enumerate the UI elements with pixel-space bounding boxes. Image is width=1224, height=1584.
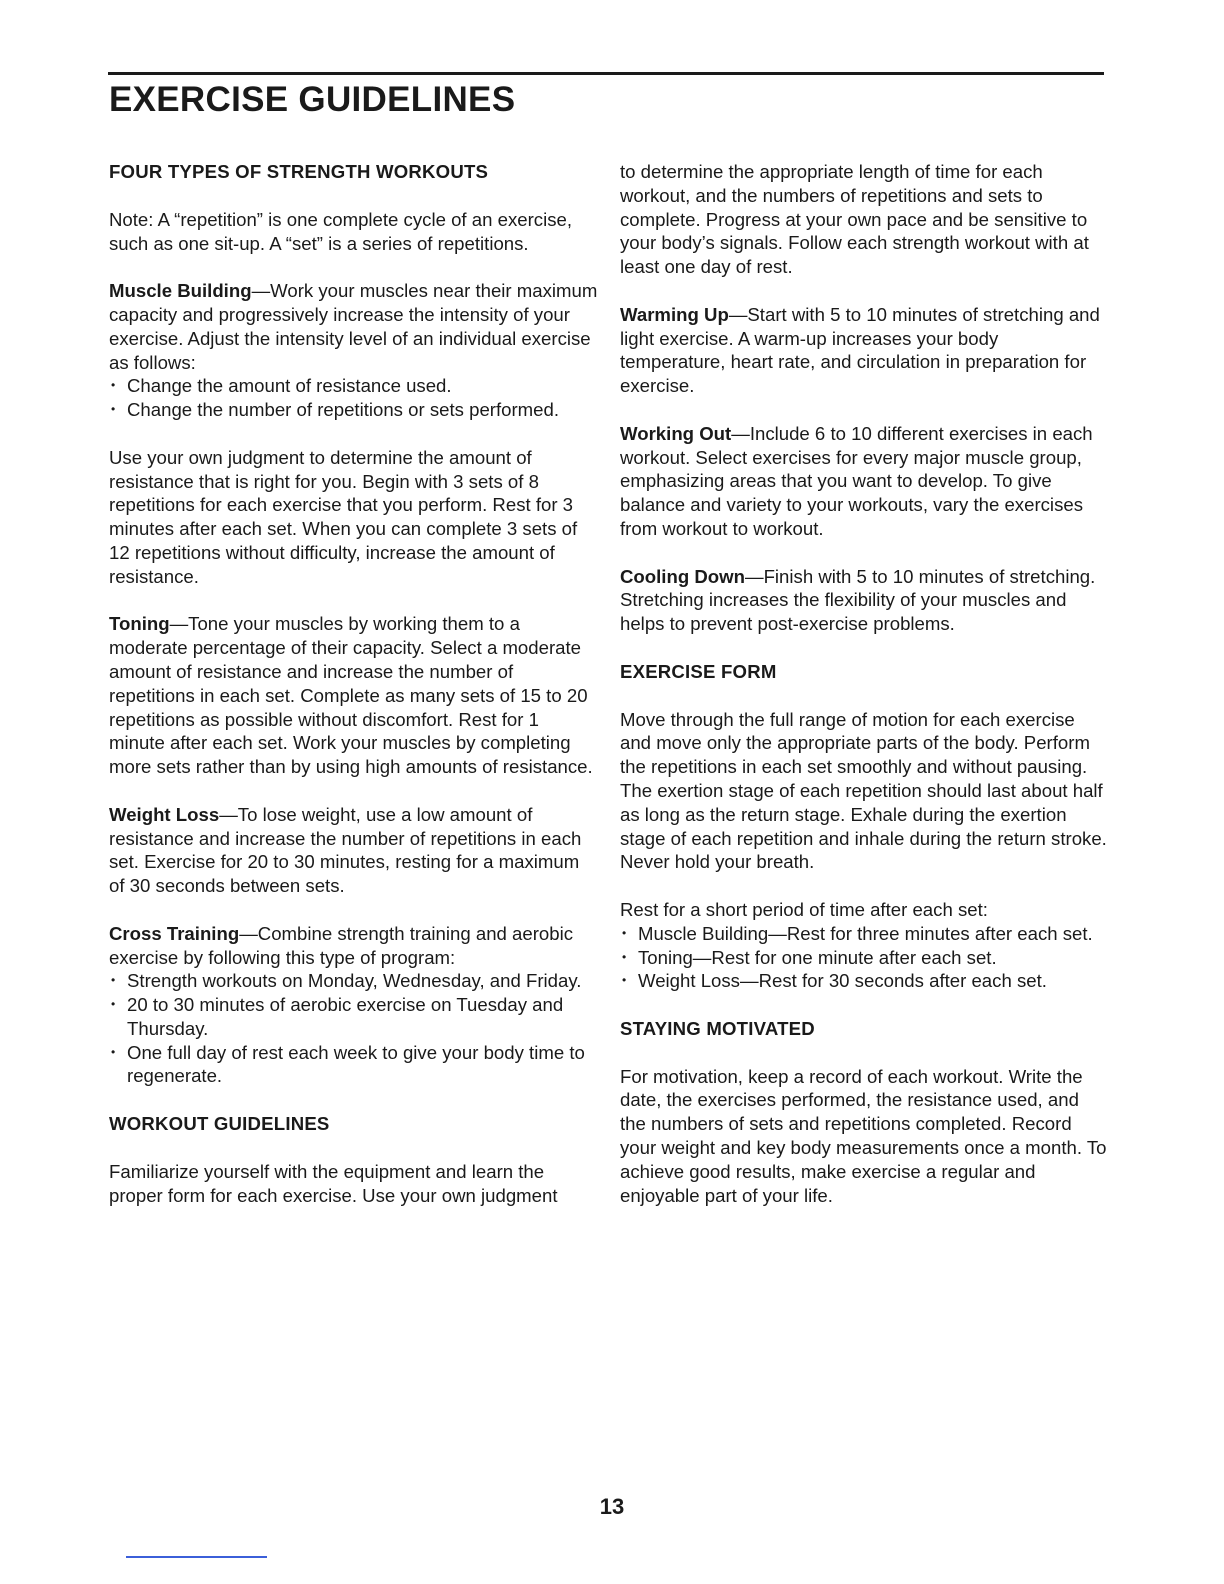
list-item: • Change the amount of resistance used. xyxy=(109,374,599,398)
staying-motivated-text: For motivation, keep a record of each workout. Write the date, the exercises performed, the resistance used, and the numbers of sets and repetitions completed. Record your weight and key body measurements once a month. To achieve good results, make exercise a regular and enjoyable part of your life. xyxy=(620,1065,1107,1206)
warming-up-term: Warming Up xyxy=(620,303,729,325)
rest-intro: Rest for a short period of time after each set: xyxy=(620,898,988,920)
list-item: • Strength workouts on Monday, Wednesday, and Friday. xyxy=(109,969,599,993)
list-item: • One full day of rest each week to give your body time to regenerate. xyxy=(109,1041,599,1089)
toning-text: —Tone your muscles by working them to a moderate percentage of their capacity. Select a moderate amount of resistance and increase the number of repetitions in each set. Complete as many sets of 15 to 20 repetitions as possible without discomfort. Rest for 1 minute after each set. Work your muscles by completing more sets rather than by using high amounts of resistance. xyxy=(109,613,593,778)
cross-training-paragraph xyxy=(109,922,599,970)
right-column xyxy=(620,160,1108,1231)
weight-loss-term: Weight Loss xyxy=(109,803,220,825)
muscle-building-list xyxy=(109,374,599,422)
working-out-paragraph xyxy=(620,422,1108,541)
workout-guidelines-text: Familiarize yourself with the equipment and learn the proper form for each exercise. Use your own judgment xyxy=(109,1160,558,1206)
page-title: EXERCISE GUIDELINES xyxy=(109,80,516,119)
list-item: • Muscle Building—Rest for three minutes after each set. xyxy=(620,922,1108,946)
weight-loss-paragraph xyxy=(109,803,599,898)
muscle-building-paragraph xyxy=(109,279,599,374)
cooling-down-text: —Finish with 5 to 10 minutes of stretching. Stretching increases the flexibility of your muscles and helps to prevent post-exercise problems. xyxy=(620,565,1096,635)
list-item: • Change the number of repetitions or sets performed. xyxy=(109,398,599,422)
cooling-down-term: Cooling Down xyxy=(620,565,745,587)
list-item: • Weight Loss—Rest for 30 seconds after each set. xyxy=(620,969,1108,993)
four-types-heading: FOUR TYPES OF STRENGTH WORKOUTS xyxy=(109,161,489,182)
list-item: • 20 to 30 minutes of aerobic exercise on Tuesday and Thursday. xyxy=(109,993,599,1041)
staying-motivated-heading: STAYING MOTIVATED xyxy=(620,1017,815,1039)
muscle-building-text: —Work your muscles near their maximum capacity and progressively increase the intensity of your exercise. Adjust the intensity level of an individual exercise as follows: xyxy=(109,280,598,373)
weight-loss-text: —To lose weight, use a low amount of resistance and increase the number of repetitions in each set. Exercise for 20 to 30 minutes, resting for a maximum of 30 seconds between sets. xyxy=(109,803,582,897)
working-out-text: —Include 6 to 10 different exercises in each workout. Select exercises for every major muscle group, emphasizing areas that you want to develop. To give balance and variety to your workouts, vary the exercises from workout to workout. xyxy=(620,422,1093,539)
judgment-paragraph: Use your own judgment to determine the amount of resistance that is right for you. Begin with 3 sets of 8 repetitions for each exercise that you perform. Rest for 3 minutes after each set. When you can complete 3 sets of 12 repetitions without difficulty, increase the amount of resistance. xyxy=(109,446,578,587)
footer-line xyxy=(126,1556,267,1558)
toning-paragraph xyxy=(109,612,599,779)
cross-training-term: Cross Training xyxy=(109,922,240,944)
title-rule xyxy=(108,72,1104,75)
cross-training-list xyxy=(109,969,599,1088)
list-item: • Toning—Rest for one minute after each set. xyxy=(620,946,1108,970)
cross-training-text: —Combine strength training and aerobic exercise by following this type of program: xyxy=(109,922,574,968)
workout-guidelines-continuation: to determine the appropriate length of time for each workout, and the numbers of repetitions and sets to complete. Progress at your own pace and be sensitive to your body’s signals. Follow each strength workout with at least one day of rest. xyxy=(620,161,1089,278)
muscle-building-term: Muscle Building xyxy=(109,280,252,302)
page-number: 13 xyxy=(599,1494,625,1519)
repetition-note: Note: A “repetition” is one complete cycle of an exercise, such as one sit-up. A “set” is a series of repetitions. xyxy=(109,208,573,254)
toning-term: Toning xyxy=(109,613,170,635)
warming-up-text: —Start with 5 to 10 minutes of stretching and light exercise. A warm-up increases your body temperature, heart rate, and circulation in preparation for exercise. xyxy=(620,303,1100,397)
rest-list xyxy=(620,922,1108,993)
warming-up-paragraph xyxy=(620,303,1108,398)
workout-guidelines-heading: WORKOUT GUIDELINES xyxy=(109,1113,330,1135)
cooling-down-paragraph xyxy=(620,565,1108,636)
left-column xyxy=(109,160,599,1231)
working-out-term: Working Out xyxy=(620,422,732,444)
exercise-form-text: Move through the full range of motion for each exercise and move only the appropriate parts of the body. Perform the repetitions in each set smoothly and without pausing. The exertion stage of each repetition should last about half as long as the return stage. Exhale during the exertion stage of each repetition and inhale during the return stroke. Never hold your breath. xyxy=(620,708,1107,873)
exercise-form-heading: EXERCISE FORM xyxy=(620,660,777,682)
